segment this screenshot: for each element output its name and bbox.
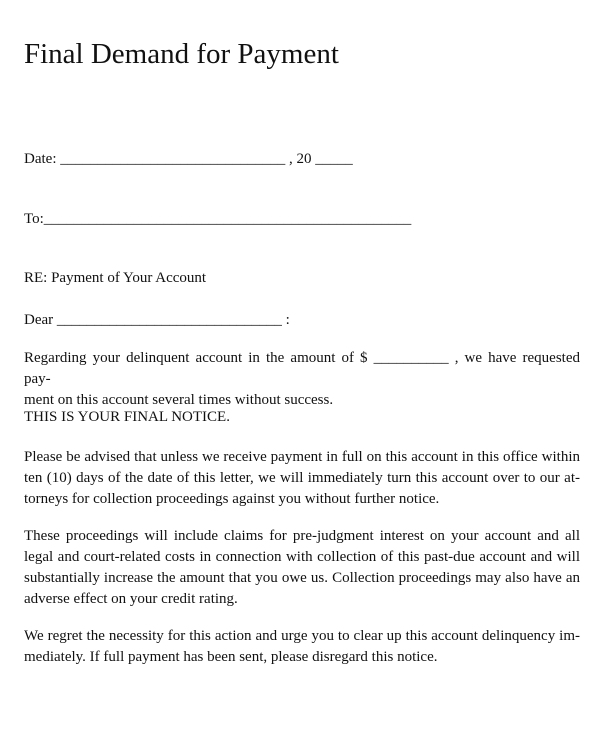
re-line: RE: Payment of Your Account [24,270,207,286]
paragraph-delinquent-account [24,348,580,411]
paragraph-line: We regret the necessity for this action and urge you to clear up this account delinquency im- [24,628,580,644]
to-line: To:_________________________________________________ [24,211,412,227]
paragraph-line: Regarding your delinquent account in the amount of $ __________ , we have requested pay- [24,350,580,387]
final-notice-heading: THIS IS YOUR FINAL NOTICE. [24,409,230,425]
paragraph-regret [24,626,580,668]
paragraph-line: torneys for collection proceedings against you without further notice. [24,491,440,507]
paragraph-line: mediately. If full payment has been sent, please disregard this notice. [24,649,438,665]
paragraph-line: These proceedings will include claims for pre-judgment interest on your account and all [24,528,580,544]
paragraph-line: ten (10) days of the date of this letter, we will immediately turn this account over to our at- [24,470,580,486]
paragraph-line: adverse effect on your credit rating. [24,591,238,607]
date-line: Date: ______________________________ , 20 _____ [24,151,353,167]
paragraph-line: Please be advised that unless we receive payment in full on this account in this office within [24,449,580,465]
salutation-line: Dear ______________________________ : [24,312,290,328]
paragraph-line: legal and court-related costs in connection with collection of this past-due account and will [24,549,580,565]
paragraph-advisory [24,447,580,510]
paragraph-line: ment on this account several times without success. [24,392,334,408]
paragraph-proceedings [24,526,580,610]
document-title: Final Demand for Payment [24,38,339,70]
paragraph-line: substantially increase the amount that you owe us. Collection proceedings may also have an [24,570,580,586]
